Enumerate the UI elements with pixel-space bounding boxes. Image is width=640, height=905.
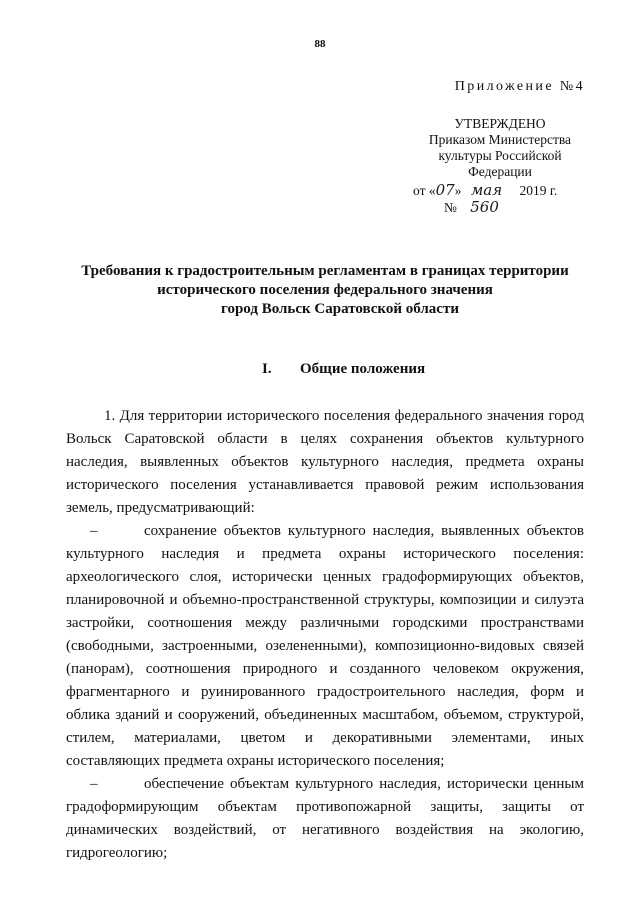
- dash-marker: –: [90, 523, 98, 539]
- approval-line: Приказом Министерства: [428, 132, 572, 147]
- title-line: Требования к градостроительным регламентам в границах территории: [81, 263, 569, 279]
- approval-stamp: [410, 116, 590, 216]
- list-item: [66, 773, 584, 865]
- list-item: [66, 520, 584, 773]
- date-year: 2019 г.: [519, 183, 558, 198]
- section-title: Общие положения: [300, 361, 426, 377]
- date-quote: »: [454, 183, 462, 198]
- approval-number: [410, 199, 590, 216]
- approval-line: Федерации: [468, 164, 532, 179]
- paragraph: 1. Для территории исторического поселения федерального значения город Вольск Саратовской области в целях сохранения объектов культурного наследия, выявленных объектов культурного наследия, предмета охраны исторического поселения устанавливается правовой режим использования земель, предусматривающий:: [66, 408, 584, 516]
- number-prefix: №: [444, 200, 457, 215]
- handwritten-number: 560: [470, 198, 499, 216]
- body-text: [66, 405, 584, 865]
- appendix-label: Приложение №4: [454, 79, 585, 94]
- document-title: [60, 262, 590, 319]
- title-line: город Вольск Саратовской области: [221, 301, 459, 317]
- approval-line: УТВЕРЖДЕНО: [454, 116, 546, 131]
- handwritten-month: мая: [470, 181, 503, 199]
- date-prefix: от «: [413, 183, 436, 198]
- title-line: исторического поселения федерального значения: [157, 282, 493, 298]
- list-item-text: обеспечение объектам культурного наследия, исторически ценным градоформирующим объектам противопожарной защиты, защиты от динамических воздействий, от негативного воздействия на экологию, гидрогеологию;: [66, 776, 584, 861]
- approval-line: культуры Российской: [438, 148, 562, 163]
- page-number: 88: [314, 38, 326, 50]
- approval-date: [410, 182, 590, 199]
- handwritten-day: 07: [435, 181, 455, 199]
- dash-marker: –: [90, 776, 98, 792]
- section-numeral: I.: [262, 361, 272, 377]
- list-item-text: сохранение объектов культурного наследия, выявленных объектов культурного наследия и предмета охраны исторического поселения: археологического слоя, исторически ценных градоформирующих объектов, планировочной и объемно-пространственной структуры, композиции и силуэта застройки, соотношения между различными городскими пространствами (свободными, застроенными, озелененными), композиционно-видовых связей (панорам), соотношения природного и созданного человеком окружения, фрагментарного и руинированного градостроительного наследия, форм и облика зданий и сооружений, объединенных масштабом, объемом, структурой, стилем, материалами, цветом и декоративными элементами, иных составляющих предмета охраны исторического поселения;: [66, 523, 584, 769]
